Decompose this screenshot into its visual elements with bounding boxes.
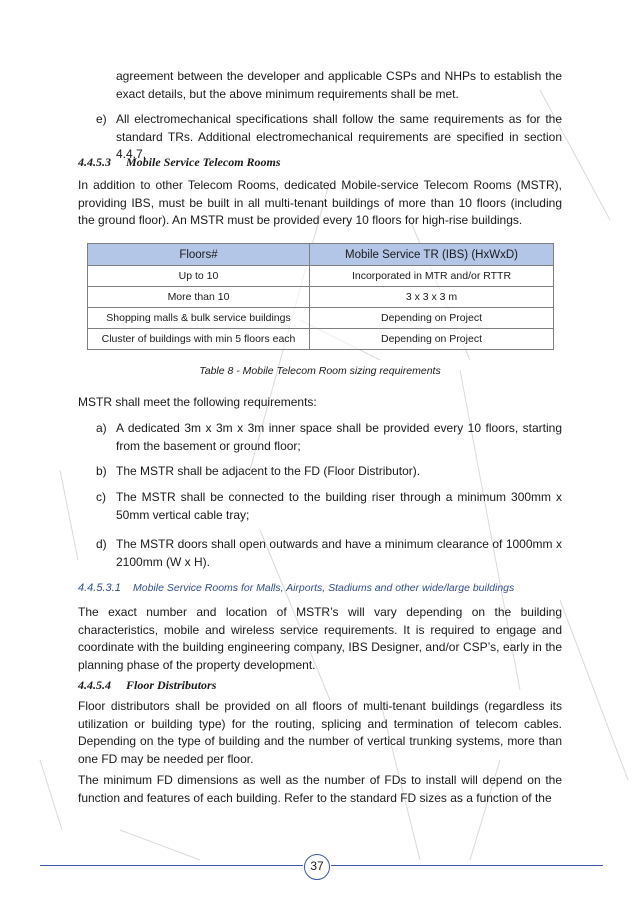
mstr-paragraph: In addition to other Telecom Rooms, dedicated Mobile-service Telecom Rooms (MSTR), providing IBS, must be built in all multi-tenant buildings of more than 10 floors (including the ground floor). An MSTR must be provided every 10 floors for high-rise buildings. — [78, 178, 562, 227]
table-cell: Depending on Project — [310, 308, 554, 329]
list-marker: c) — [96, 490, 106, 504]
footer-line-left — [40, 865, 303, 866]
list-marker: b) — [96, 464, 107, 478]
requirements-lead: MSTR shall meet the following requirements: — [78, 395, 317, 409]
table-cell: Cluster of buildings with min 5 floors each — [88, 329, 310, 350]
fd-paragraph-1: Floor distributors shall be provided on all floors of multi-tenant buildings (regardless its utilization or building type) for the routing, splicing and termination of telecom cables. Depending on the type of building and the number of vertical trunking systems, more than one FD may be needed per floor. — [78, 699, 562, 766]
table-caption: Table 8 - Mobile Telecom Room sizing requirements — [199, 365, 441, 377]
table-header-mstr-size: Mobile Service TR (IBS) (HxWxD) — [310, 244, 554, 266]
section-title: Mobile Service Rooms for Malls, Airports, Stadiums and other wide/large buildings — [133, 582, 515, 594]
list-marker: d) — [96, 537, 107, 551]
table-header-floors: Floors# — [88, 244, 310, 266]
section-number: 4.4.5.3.1 — [78, 582, 121, 594]
list-marker: e) — [96, 112, 107, 126]
section-heading-fd — [78, 678, 216, 693]
section-title: Floor Distributors — [126, 678, 217, 692]
list-text: The MSTR doors shall open outwards and have a minimum clearance of 1000mm x 2100mm (W x H). — [116, 537, 562, 569]
section-heading-mstr — [78, 155, 281, 170]
list-text: A dedicated 3m x 3m x 3m inner space shall be provided every 10 floors, starting from the basement or ground floor; — [116, 421, 562, 453]
mstr-sizing-table — [87, 243, 554, 350]
section-title: Mobile Service Telecom Rooms — [126, 155, 281, 169]
list-marker: a) — [96, 421, 107, 435]
section-heading-malls — [78, 582, 514, 594]
table-row — [88, 329, 554, 350]
page-number: 37 — [304, 854, 330, 880]
table-cell: 3 x 3 x 3 m — [310, 287, 554, 308]
footer-line-right — [331, 865, 603, 866]
table-row — [88, 308, 554, 329]
malls-paragraph: The exact number and location of MSTR’s will vary depending on the building characteristics, mobile and wireless service requirements. It is required to engage and coordinate with the building engineering company, IBS Designer, and/or CSP’s, early in the planning phase of the property development. — [78, 605, 562, 672]
list-text: The MSTR shall be connected to the building riser through a minimum 300mm x 50mm vertical cable tray; — [116, 490, 562, 522]
continuation-paragraph: agreement between the developer and applicable CSPs and NHPs to establish the exact details, but the above minimum requirements shall be met. — [116, 69, 562, 101]
section-number: 4.4.5.4 — [78, 678, 111, 692]
fd-paragraph-2: The minimum FD dimensions as well as the number of FDs to install will depend on the function and features of each building. Refer to the standard FD sizes as a function of the — [78, 773, 562, 805]
table-header-row — [88, 244, 554, 266]
list-text: The MSTR shall be adjacent to the FD (Floor Distributor). — [116, 464, 421, 478]
table-row — [88, 287, 554, 308]
table-cell: Depending on Project — [310, 329, 554, 350]
section-number: 4.4.5.3 — [78, 155, 111, 169]
table-cell: Incorporated in MTR and/or RTTR — [310, 266, 554, 287]
table-cell: Up to 10 — [88, 266, 310, 287]
table-row — [88, 266, 554, 287]
table-cell: Shopping malls & bulk service buildings — [88, 308, 310, 329]
table-cell: More than 10 — [88, 287, 310, 308]
list-text: All electromechanical specifications shall follow the same requirements as for the standard TRs. Additional electromechanical requirements are specified in section 4.4.7. — [116, 112, 562, 161]
